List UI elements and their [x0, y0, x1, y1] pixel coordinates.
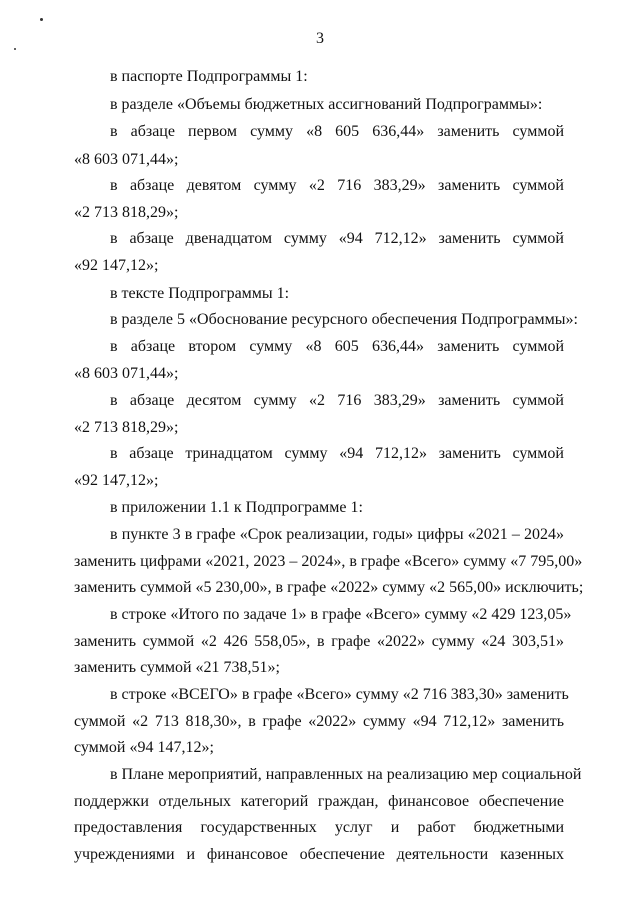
text-line: суммой «94 147,12»;	[74, 739, 214, 756]
text-line: в строке «ВСЕГО» в графе «Всего» сумму «2 716 383,30» заменить	[110, 686, 569, 703]
text-line: в Плане мероприятий, направленных на реализацию мер социальной	[110, 766, 582, 783]
text-line: «8 603 071,44»;	[74, 151, 179, 168]
text-line: учреждениями и финансовое обеспечение деятельности казенных	[74, 846, 564, 863]
text-line: в тексте Подпрограммы 1:	[110, 285, 290, 302]
text-line: «92 147,12»;	[74, 257, 159, 274]
scan-speck-mark	[14, 48, 16, 50]
text-line: в приложении 1.1 к Подпрограмме 1:	[110, 499, 363, 516]
text-line: суммой «2 713 818,30», в графе «2022» сумму «94 712,12» заменить	[74, 713, 564, 730]
text-line: в абзаце тринадцатом сумму «94 712,12» заменить суммой	[110, 445, 564, 462]
text-line: в строке «Итого по задаче 1» в графе «Всего» сумму «2 429 123,05»	[110, 606, 572, 623]
text-line: «92 147,12»;	[74, 472, 159, 489]
text-line: в абзаце десятом сумму «2 716 383,29» заменить суммой	[110, 392, 564, 409]
text-line: в абзаце втором сумму «8 605 636,44» заменить суммой	[110, 338, 564, 355]
text-line: «2 713 818,29»;	[74, 419, 179, 436]
text-line: «8 603 071,44»;	[74, 365, 179, 382]
text-line: в абзаце девятом сумму «2 716 383,29» заменить суммой	[110, 177, 564, 194]
text-line: поддержки отдельных категорий граждан, финансовое обеспечение	[74, 793, 564, 810]
text-line: в абзаце первом сумму «8 605 636,44» заменить суммой	[110, 123, 564, 140]
page-number: 3	[316, 30, 324, 47]
text-line: в пункте 3 в графе «Срок реализации, годы» цифры «2021 – 2024»	[110, 526, 564, 543]
text-line: заменить суммой «5 230,00», в графе «2022» сумму «2 565,00» исключить;	[74, 579, 584, 596]
text-line: заменить суммой «21 738,51»;	[74, 659, 280, 676]
text-line: заменить цифрами «2021, 2023 – 2024», в графе «Всего» сумму «7 795,00»	[74, 553, 583, 570]
text-line: в паспорте Подпрограммы 1:	[110, 68, 308, 85]
text-line: заменить суммой «2 426 558,05», в графе «2022» сумму «24 303,51»	[74, 633, 564, 650]
text-line: в разделе «Объемы бюджетных ассигнований Подпрограммы»:	[110, 96, 543, 113]
text-line: «2 713 818,29»;	[74, 204, 179, 221]
text-line: в абзаце двенадцатом сумму «94 712,12» заменить суммой	[110, 230, 564, 247]
text-line: в разделе 5 «Обоснование ресурсного обеспечения Подпрограммы»:	[110, 311, 578, 328]
scan-speck-mark	[40, 18, 43, 21]
text-line: предоставления государственных услуг и работ бюджетными	[74, 819, 564, 836]
